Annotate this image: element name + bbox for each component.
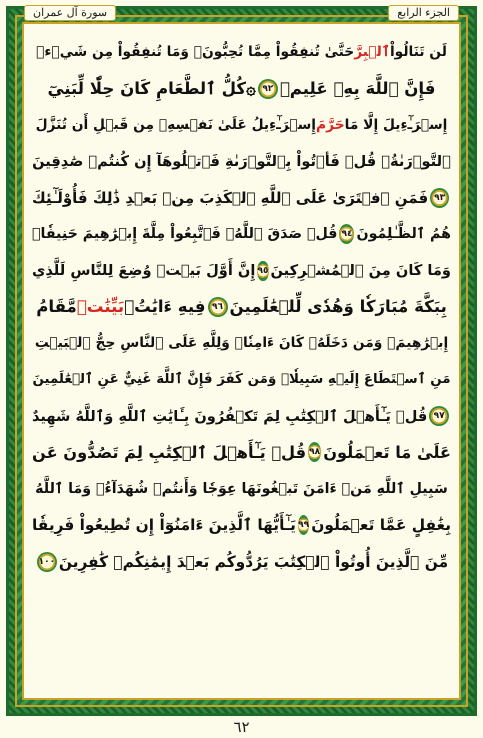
ayah-number-marker: ١٠٠ xyxy=(37,552,57,572)
verse-text: بِغَٰفِلٍ عَمَّا تَعۡمَلُونَ xyxy=(311,516,451,535)
ayah-number-marker: ٩٤ xyxy=(339,224,354,244)
ayah-number-marker: ٩٥ xyxy=(257,261,268,281)
juz-label: الجزء الرابع xyxy=(388,5,459,21)
verse-text: سَبِيلِ ٱللَّهِ مَنۡ ءَامَنَ تَبۡغُونَهَا عِوَجٗا وَأَنتُمۡ شُهَدَآءُۗ وَمَا ٱللَّهُ xyxy=(35,480,448,497)
verse-text-block xyxy=(32,34,451,690)
text-line xyxy=(32,362,451,398)
text-line xyxy=(32,180,451,216)
text-line xyxy=(32,543,451,579)
verse-text: إِسۡرَـٰٓءِيلُ عَلَىٰ نَفۡسِهِۦ مِن قَبۡلِ أَن تُنَزَّلَ xyxy=(35,116,317,133)
verse-text: فَإِنَّ ٱللَّهَ بِهِۦ عَلِيمٞ xyxy=(279,79,436,99)
highlighted-word: ٱلۡبِرَّ xyxy=(354,44,390,61)
ayah-number-marker: ٩٧ xyxy=(429,406,449,426)
verse-text: ٱلتَّوۡرَىٰةُۚ قُلۡ فَأۡتُواْ بِٱلتَّوۡرَىٰةِ فَٱتۡلُوهَآ إِن كُنتُمۡ صَٰدِقِينَ xyxy=(32,152,451,170)
verse-text: فَمَنِ ٱفۡتَرَىٰ عَلَى ٱللَّهِ ٱلۡكَذِبَ مِنۢ بَعۡدِ ذَٰلِكَ فَأُوْلَـٰٓئِكَ xyxy=(32,188,429,207)
verse-text: وَمَا كَانَ مِنَ ٱلۡمُشۡرِكِينَ xyxy=(270,262,451,280)
text-line xyxy=(32,325,451,361)
verse-text: قُلۡ صَدَقَ ٱللَّهُۗ فَٱتَّبِعُواْ مِلَّةَ إِبۡرَٰهِيمَ حَنِيفٗاۖ xyxy=(32,226,338,243)
ayah-number-marker: ٩٩ xyxy=(298,515,309,535)
text-line xyxy=(32,434,451,470)
highlighted-word: بَيِّنَٰتٞ xyxy=(76,297,125,317)
verse-text: بِبَكَّةَ مُبَارَكٗا وَهُدٗى لِّلۡعَٰلَمِينَ xyxy=(229,297,447,317)
verse-text: مَّقَامُ xyxy=(36,297,77,317)
text-line xyxy=(32,143,451,179)
ayah-number-marker: ٩٣ xyxy=(430,188,449,208)
text-line xyxy=(32,398,451,434)
highlighted-word: حَرَّمَ xyxy=(316,116,345,133)
verse-text: إِسۡرَـٰٓءِيلَ إِلَّا مَا xyxy=(344,116,448,133)
page-number: ٦٢ xyxy=(233,718,250,736)
page-header xyxy=(24,4,459,22)
surah-name-label: سورة آل عمران xyxy=(24,5,116,21)
text-line xyxy=(32,252,451,288)
verse-text: إِبۡرَٰهِيمَۖ وَمَن دَخَلَهُۥ كَانَ ءَامِنٗاۗ وَلِلَّهِ عَلَى ٱلنَّاسِ حِجُّ ٱلۡبَيۡتِ xyxy=(34,335,449,352)
ayah-number-marker: ٩٦ xyxy=(208,297,228,317)
verse-text: حَتَّىٰ تُنفِقُواْ مِمَّا تُحِبُّونَۚ وَمَا تُنفِقُواْ مِن شَيۡءٖ xyxy=(36,44,355,61)
verse-text: يَـٰٓأَيُّهَا ٱلَّذِينَ ءَامَنُوٓاْ إِن تُطِيعُواْ فَرِيقٗا xyxy=(32,516,296,535)
verse-text: هُمُ ٱلظَّـٰلِمُونَ xyxy=(356,226,451,243)
text-line xyxy=(32,507,451,543)
ayah-number-marker: ٩٢ xyxy=(258,79,278,99)
verse-text: قُلۡ يَـٰٓأَهۡلَ ٱلۡكِتَٰبِ لِمَ تَصُدُّونَ عَن xyxy=(32,442,307,462)
verse-text: فِيهِ ءَايَٰتُۢ xyxy=(124,297,206,317)
text-line xyxy=(32,216,451,252)
text-line xyxy=(32,34,451,70)
ayah-number-marker: ٩٨ xyxy=(308,442,321,462)
verse-text: مَنِ ٱسۡتَطَاعَ إِلَيۡهِ سَبِيلٗاۚ وَمَن كَفَرَ فَإِنَّ ٱللَّهَ غَنِيٌّ عَنِ ٱلۡعَٰلَمِينَ xyxy=(32,372,451,388)
verse-text: قُلۡ يَـٰٓأَهۡلَ ٱلۡكِتَٰبِ لِمَ تَكۡفُرُونَ بِـَٔايَٰتِ ٱللَّهِ وَٱللَّهُ شَهِيدٌ xyxy=(32,407,428,425)
verse-text: إِنَّ أَوَّلَ بَيۡتٖ وُضِعَ لِلنَّاسِ لَلَّذِي xyxy=(32,262,256,280)
text-line xyxy=(32,289,451,325)
text-line xyxy=(32,70,451,106)
text-line xyxy=(32,107,451,143)
verse-text: عَلَىٰ مَا تَعۡمَلُونَ xyxy=(323,442,451,462)
verse-text: ۞كُلُّ ٱلطَّعَامِ كَانَ حِلّٗا لِّبَنِيٓ xyxy=(47,79,256,99)
text-line xyxy=(32,471,451,507)
verse-text: مِّنَ ٱلَّذِينَ أُوتُواْ ٱلۡكِتَٰبَ يَرُدُّوكُم بَعۡدَ إِيمَٰنِكُمۡ كَٰفِرِينَ xyxy=(58,552,449,571)
verse-text: لَن تَنَالُواْ xyxy=(389,44,447,61)
